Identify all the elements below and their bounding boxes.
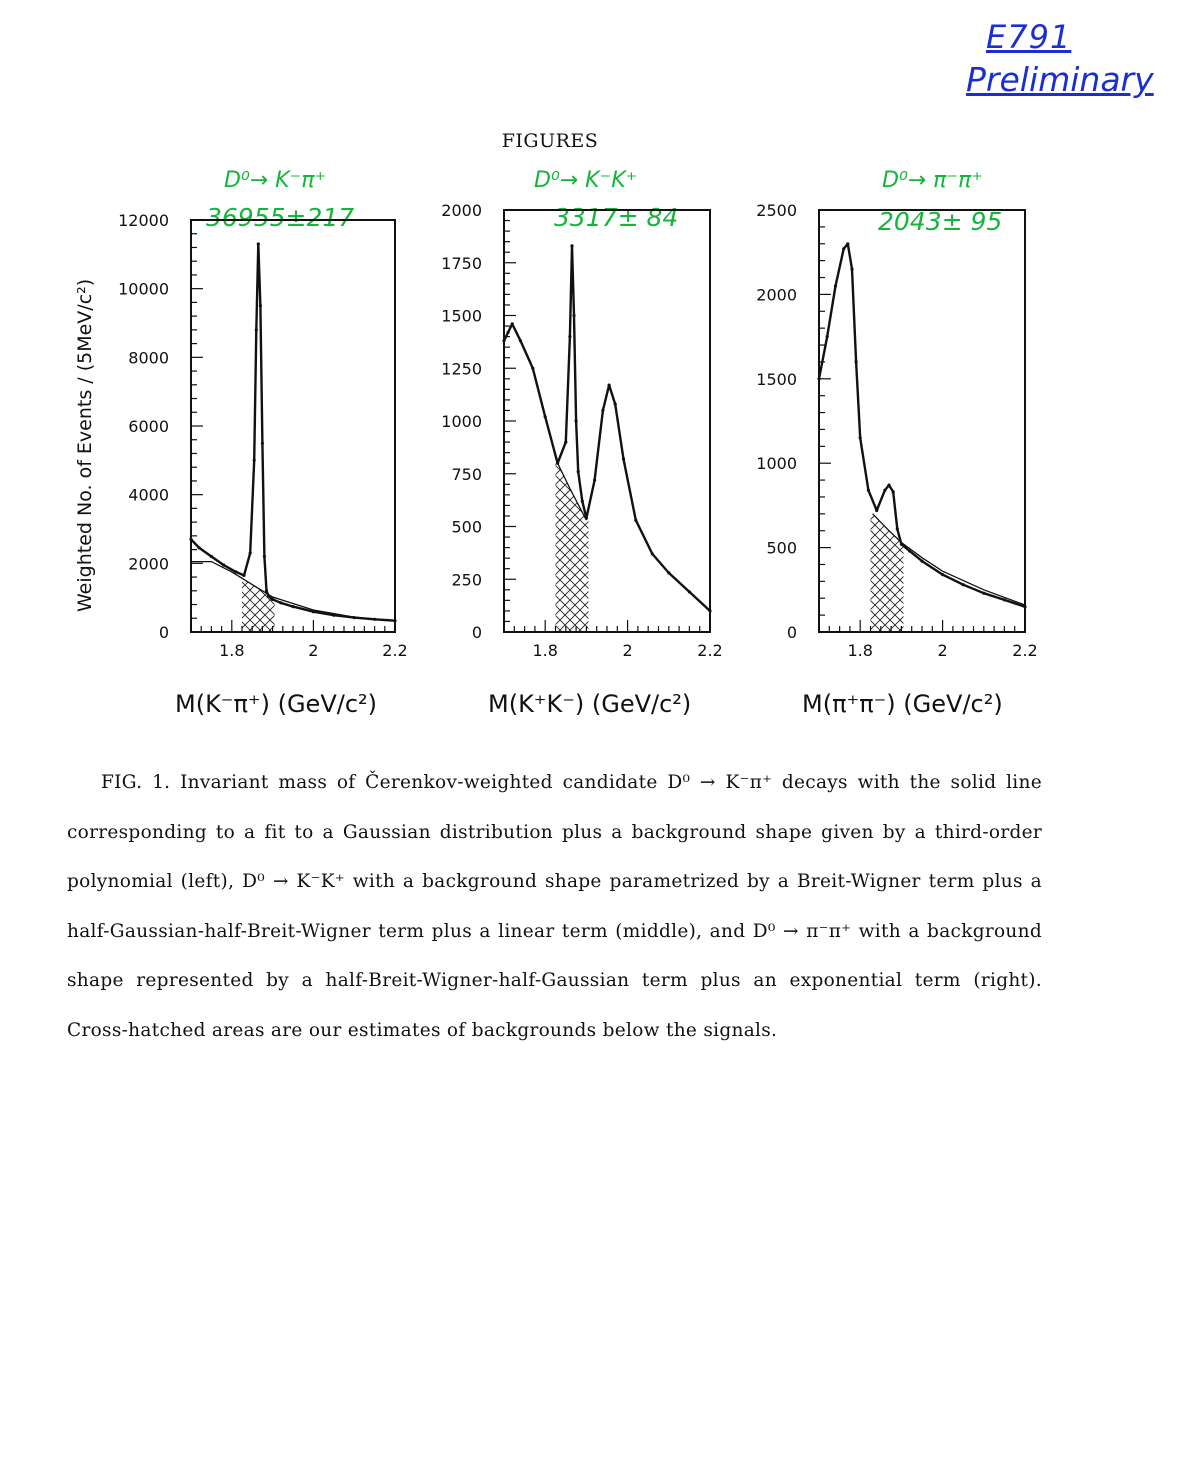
panel-2-yield: 3317± 84	[554, 203, 679, 232]
plot-frame	[191, 220, 395, 632]
x-tick-label: 2.2	[1012, 641, 1038, 660]
x-tick-label: 2	[308, 641, 319, 660]
data-point	[962, 583, 965, 586]
data-point	[572, 314, 575, 317]
data-point	[291, 605, 294, 608]
data-point	[271, 598, 274, 601]
data-point	[817, 377, 820, 380]
data-point	[531, 367, 534, 370]
plot-frame	[819, 210, 1025, 632]
data-point	[507, 331, 510, 334]
data-point	[601, 409, 604, 412]
y-tick-label: 500	[451, 517, 482, 537]
y-tick-label: 1500	[756, 369, 797, 389]
data-point	[846, 242, 849, 245]
data-point	[261, 442, 264, 445]
x-tick-label: 1.8	[219, 641, 245, 660]
data-point	[544, 415, 547, 418]
data-point	[568, 335, 571, 338]
data-point	[614, 403, 617, 406]
data-point	[896, 527, 899, 530]
data-point	[255, 328, 258, 331]
data-point	[892, 490, 895, 493]
x-tick-label: 2.2	[697, 641, 723, 660]
data-point	[253, 459, 256, 462]
y-tick-label: 4000	[128, 485, 169, 505]
y-tick-label: 2000	[756, 285, 797, 305]
data-point	[259, 304, 262, 307]
data-point	[265, 589, 268, 592]
data-point	[242, 574, 245, 577]
y-tick-label: 8000	[128, 348, 169, 368]
y-tick-label: 2000	[441, 201, 482, 220]
x-tick-label: 1.8	[532, 641, 558, 660]
y-tick-label: 1250	[441, 359, 482, 379]
data-point	[189, 538, 192, 541]
data-point	[234, 570, 237, 573]
data-point	[575, 419, 578, 422]
y-tick-label: 1500	[441, 306, 482, 326]
data-point	[708, 609, 711, 612]
panel-1-x-title: M(K⁻π⁺) (GeV/c²)	[175, 690, 377, 718]
data-point	[900, 543, 903, 546]
data-point	[875, 509, 878, 512]
y-tick-label: 500	[766, 538, 797, 558]
panel-2-x-title: M(K⁺K⁻) (GeV/c²)	[488, 690, 692, 718]
data-point	[608, 384, 611, 387]
y-tick-label: 2500	[756, 201, 797, 220]
data-point	[581, 500, 584, 503]
data-point	[393, 619, 396, 622]
data-point	[651, 552, 654, 555]
data-curve	[504, 246, 710, 611]
data-point	[867, 489, 870, 492]
panel-kpi	[118, 211, 408, 660]
y-tick-label: 2000	[128, 554, 169, 574]
x-tick-label: 2	[937, 641, 948, 660]
y-tick-label: 1000	[756, 454, 797, 474]
data-point	[312, 610, 315, 613]
data-point	[667, 571, 670, 574]
data-point	[222, 563, 225, 566]
data-point	[855, 360, 858, 363]
panel-3-decay-label: D⁰→ π⁻π⁺	[882, 168, 983, 193]
data-point	[887, 484, 890, 487]
data-point	[850, 268, 853, 271]
data-point	[210, 555, 213, 558]
data-point	[826, 335, 829, 338]
data-point	[279, 601, 282, 604]
data-point	[267, 594, 270, 597]
data-point	[834, 284, 837, 287]
background-hatch-area	[242, 578, 275, 632]
y-tick-label: 12000	[118, 211, 169, 230]
y-axis-title: Weighted No. of Events / (5MeV/c²)	[74, 278, 96, 612]
stamp-preliminary: Preliminary	[966, 60, 1154, 99]
data-point	[564, 441, 567, 444]
data-point	[859, 436, 862, 439]
panel-3-yield: 2043± 95	[878, 207, 1003, 236]
data-point	[1023, 605, 1026, 608]
data-point	[263, 555, 266, 558]
data-point	[941, 573, 944, 576]
data-point	[585, 517, 588, 520]
plot-frame	[504, 210, 710, 632]
data-point	[511, 322, 514, 325]
y-tick-label: 0	[786, 623, 797, 642]
data-point	[688, 590, 691, 593]
caption-text: FIG. 1. Invariant mass of Čerenkov-weighted candidate D⁰ → K⁻π⁺ decays with the solid line corresponding to a fit to a Gaussian distribution plus a background shape given by a third-order polynomial (left), D⁰ → K⁻K⁺ with a background shape parametrized by a Breit-Wigner term plus a half-Gaussian-half-Breit-Wigner term plus a linear term (middle), and D⁰ → π⁻π⁺ with a background shape represented by a half-Breit-Wigner-half-Gaussian term plus an exponential term (right). Cross-hatched areas are our estimates of backgrounds below the signals.	[67, 772, 1042, 1041]
data-curve	[191, 244, 395, 621]
data-point	[920, 560, 923, 563]
data-point	[577, 470, 580, 473]
stamp-e791: E791	[986, 18, 1072, 56]
x-tick-label: 2.2	[382, 641, 408, 660]
data-point	[373, 618, 376, 621]
background-fit-line	[191, 562, 395, 621]
x-tick-label: 2	[622, 641, 633, 660]
data-point	[257, 242, 260, 245]
data-point	[502, 339, 505, 342]
panel-1-decay-label: D⁰→ K⁻π⁺	[224, 168, 327, 193]
data-point	[556, 462, 559, 465]
panel-pipi	[756, 201, 1037, 660]
panel-kk	[441, 201, 722, 660]
y-tick-label: 10000	[118, 279, 169, 299]
background-hatch-area	[556, 463, 589, 632]
figure-caption	[67, 758, 1042, 1056]
data-point	[982, 592, 985, 595]
panel-3-x-title: M(π⁺π⁻) (GeV/c²)	[802, 690, 1003, 718]
data-point	[519, 339, 522, 342]
y-tick-label: 6000	[128, 417, 169, 436]
data-point	[842, 247, 845, 250]
data-point	[1003, 598, 1006, 601]
y-tick-label: 0	[158, 623, 169, 642]
data-point	[249, 551, 252, 554]
data-point	[332, 614, 335, 617]
panel-2-decay-label: D⁰→ K⁻K⁺	[534, 168, 638, 193]
data-point	[353, 616, 356, 619]
panel-1-yield: 36955±217	[206, 203, 355, 232]
x-tick-label: 1.8	[847, 641, 873, 660]
data-point	[883, 489, 886, 492]
data-curve	[819, 244, 1025, 607]
y-tick-label: 0	[471, 623, 482, 642]
data-point	[593, 479, 596, 482]
data-point	[570, 244, 573, 247]
y-tick-label: 1750	[441, 253, 482, 273]
data-point	[198, 546, 201, 549]
y-tick-label: 250	[451, 570, 482, 590]
data-point	[634, 519, 637, 522]
data-point	[622, 457, 625, 460]
y-tick-label: 750	[451, 464, 482, 484]
figure-heading: FIGURES	[501, 130, 599, 152]
data-point	[908, 549, 911, 552]
y-tick-label: 1000	[441, 412, 482, 431]
